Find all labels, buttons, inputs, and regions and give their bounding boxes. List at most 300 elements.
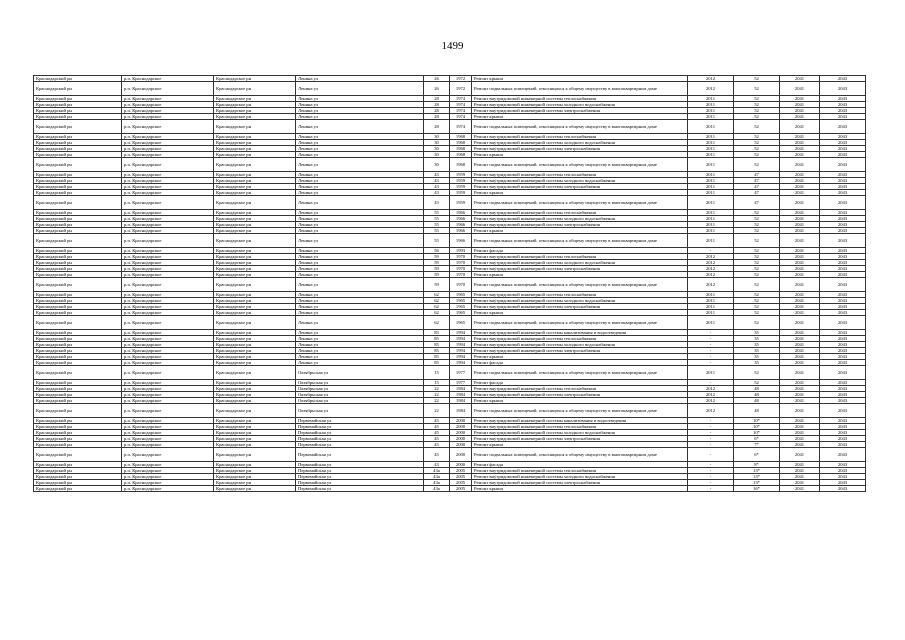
table-cell: Ремонт подвальных помещений, относящихся к общему имуществу в многоквартирном доме	[472, 82, 688, 96]
table-cell: Ремонт внутридомовой инженерной системы электроснабжения	[472, 222, 688, 228]
table-cell: 1966	[450, 210, 472, 216]
table-cell: Краснодарское рн	[214, 480, 296, 486]
table-cell: 2000	[450, 424, 472, 430]
table-cell: 52	[734, 82, 780, 96]
table-cell: -	[688, 354, 734, 360]
table-cell: р.п. Краснодарское	[122, 430, 214, 436]
table-cell: 62	[424, 310, 450, 316]
table-cell: Краснодарское рн	[214, 474, 296, 480]
table-cell: 1966	[450, 234, 472, 248]
table-cell: 2000	[450, 430, 472, 436]
table-cell: Краснодарское рн	[214, 386, 296, 392]
table-cell: -	[688, 474, 734, 480]
table-cell: Краснодарский рн	[34, 248, 122, 254]
table-cell: Ленина ул	[296, 330, 424, 336]
table-cell: р.п. Краснодарское	[122, 76, 214, 82]
table-cell: Первомайская ул	[296, 418, 424, 424]
table-cell: Ленина ул	[296, 108, 424, 114]
table-cell: 35	[734, 354, 780, 360]
table-cell: 35	[734, 336, 780, 342]
table-cell: 2043	[820, 272, 866, 278]
table-cell: 8*	[734, 462, 780, 468]
table-cell: 2041	[780, 216, 820, 222]
table-cell: Краснодарский рн	[34, 190, 122, 196]
table-cell: 2041	[780, 76, 820, 82]
table-cell: 35	[734, 360, 780, 366]
table-cell: Ленина ул	[296, 120, 424, 134]
table-cell: Ремонт крыши	[472, 190, 688, 196]
table-cell: 1965	[450, 304, 472, 310]
table-cell: Краснодарский рн	[34, 392, 122, 398]
table-cell: 1984	[450, 398, 472, 404]
table-cell: Краснодарское рн	[214, 76, 296, 82]
table-cell: 1972	[450, 82, 472, 96]
table-cell: Краснодарский рн	[34, 462, 122, 468]
table-cell: 43	[424, 190, 450, 196]
table-cell: р.п. Краснодарское	[122, 146, 214, 152]
table-cell: 2005	[450, 480, 472, 486]
table-cell: р.п. Краснодарское	[122, 298, 214, 304]
table-cell: Ленина ул	[296, 348, 424, 354]
table-cell: Краснодарское рн	[214, 292, 296, 298]
table-cell: р.п. Краснодарское	[122, 228, 214, 234]
table-cell: 2043	[820, 76, 866, 82]
table-cell: 2043	[820, 184, 866, 190]
table-cell: 2041	[780, 272, 820, 278]
table-cell: р.п. Краснодарское	[122, 248, 214, 254]
table-cell: 1994	[450, 330, 472, 336]
table-cell: 2041	[780, 222, 820, 228]
table-cell: -	[688, 330, 734, 336]
table-cell: Ленина ул	[296, 102, 424, 108]
table-cell: Краснодарское рн	[214, 330, 296, 336]
table-cell: 48	[734, 404, 780, 418]
table-cell: 2041	[780, 184, 820, 190]
table-cell: 2011	[688, 96, 734, 102]
table-cell: -	[688, 348, 734, 354]
table-cell: 2041	[780, 234, 820, 248]
table-cell: 1968	[450, 158, 472, 172]
table-cell: 13*	[734, 480, 780, 486]
table-cell: Октябрьская ул	[296, 380, 424, 386]
table-cell: 43	[424, 184, 450, 190]
table-cell: 2043	[820, 354, 866, 360]
table-cell: Ремонт крыши	[472, 114, 688, 120]
table-cell: Ремонт внутридомовой инженерной системы электроснабжения	[472, 392, 688, 398]
table-cell: Краснодарское рн	[214, 190, 296, 196]
table-cell: 22	[424, 392, 450, 398]
table-cell: Краснодарское рн	[214, 342, 296, 348]
table-cell: 1977	[450, 366, 472, 380]
table-cell: 30	[424, 146, 450, 152]
table-cell: 1966	[450, 228, 472, 234]
table-cell: 1970	[450, 260, 472, 266]
table-cell: Ремонт крыши	[472, 310, 688, 316]
table-cell: Краснодарский рн	[34, 316, 122, 330]
table-cell: 2000	[450, 442, 472, 448]
table-cell: 2043	[820, 392, 866, 398]
table-cell: -	[688, 380, 734, 386]
table-cell: Краснодарский рн	[34, 304, 122, 310]
table-cell: Краснодарский рн	[34, 330, 122, 336]
table-cell: Ремонт подвальных помещений, относящихся к общему имуществу в многоквартирном доме	[472, 278, 688, 292]
table-cell: 2043	[820, 140, 866, 146]
table-cell: Краснодарское рн	[214, 234, 296, 248]
table-cell: 56	[424, 248, 450, 254]
table-cell: Краснодарский рн	[34, 102, 122, 108]
table-cell: 52	[734, 366, 780, 380]
table-cell: Ленина ул	[296, 228, 424, 234]
table-cell: 1968	[450, 140, 472, 146]
table-cell: 52	[734, 292, 780, 298]
table-cell: р.п. Краснодарское	[122, 316, 214, 330]
table-cell: 52	[734, 272, 780, 278]
table-cell: 2041	[780, 248, 820, 254]
table-cell: Краснодарское рн	[214, 196, 296, 210]
table-cell: 2043	[820, 292, 866, 298]
table-cell: Ремонт крыши	[472, 442, 688, 448]
table-cell: -	[688, 430, 734, 436]
table-cell: Ленина ул	[296, 134, 424, 140]
table-cell: Краснодарское рн	[214, 348, 296, 354]
table-cell: 2041	[780, 82, 820, 96]
table-cell: 35	[734, 348, 780, 354]
table-cell: р.п. Краснодарское	[122, 158, 214, 172]
table-cell: Краснодарский рн	[34, 222, 122, 228]
table-cell: 2041	[780, 462, 820, 468]
table-cell: 62	[424, 316, 450, 330]
table-cell: 2011	[688, 222, 734, 228]
table-cell: 52	[734, 254, 780, 260]
table-cell: Ленина ул	[296, 96, 424, 102]
table-cell: 2011	[688, 310, 734, 316]
table-cell: 52	[734, 304, 780, 310]
table-cell: Ленина ул	[296, 360, 424, 366]
table-cell: р.п. Краснодарское	[122, 120, 214, 134]
table-cell: 22	[424, 386, 450, 392]
table-cell: Ремонт внутридомовой инженерной системы холодного водоснабжения	[472, 178, 688, 184]
table-cell: Краснодарский рн	[34, 348, 122, 354]
table-cell: 2043	[820, 82, 866, 96]
table-cell: 22	[424, 404, 450, 418]
table-cell: 59	[424, 272, 450, 278]
table-cell: Ленина ул	[296, 114, 424, 120]
table-cell: 2041	[780, 380, 820, 386]
table-cell: 1993	[450, 248, 472, 254]
table-cell: 2041	[780, 486, 820, 492]
table-cell: Ленина ул	[296, 184, 424, 190]
table-cell: 85	[424, 336, 450, 342]
table-cell: Ремонт фасада	[472, 380, 688, 386]
table-cell: 59	[424, 254, 450, 260]
table-cell: 2041	[780, 468, 820, 474]
table-cell: 1994	[450, 348, 472, 354]
table-cell: Ремонт внутридомовой инженерной системы электроснабжения	[472, 480, 688, 486]
table-cell: 2011	[688, 152, 734, 158]
table-cell: Первомайская ул	[296, 442, 424, 448]
table-cell: -	[688, 480, 734, 486]
table-cell: 1994	[450, 360, 472, 366]
table-cell: 1970	[450, 254, 472, 260]
table-cell: Ремонт внутридомовой инженерной системы холодного водоснабжения	[472, 102, 688, 108]
table-cell: 2011	[688, 210, 734, 216]
table-cell: 52	[734, 380, 780, 386]
table-cell: 2043	[820, 102, 866, 108]
table-cell: Октябрьская ул	[296, 392, 424, 398]
table-cell: 48	[734, 398, 780, 404]
table-cell: Ленина ул	[296, 316, 424, 330]
table-cell: 2012	[688, 386, 734, 392]
table-cell: 52	[734, 114, 780, 120]
table-cell: 62	[424, 292, 450, 298]
table-cell: Краснодарское рн	[214, 120, 296, 134]
table-cell: 2043	[820, 398, 866, 404]
table-cell: Краснодарский рн	[34, 120, 122, 134]
table-cell: -	[688, 360, 734, 366]
table-cell: Краснодарский рн	[34, 76, 122, 82]
table-row	[34, 448, 866, 462]
table-cell: 52	[734, 146, 780, 152]
table-cell: Первомайская ул	[296, 486, 424, 492]
table-cell: 26	[424, 82, 450, 96]
table-cell: 2011	[688, 178, 734, 184]
table-cell: 47	[734, 190, 780, 196]
table-cell: Краснодарский рн	[34, 140, 122, 146]
table-row	[34, 234, 866, 248]
table-cell: 45	[424, 448, 450, 462]
table-cell: Краснодарский рн	[34, 134, 122, 140]
table-cell: 2012	[688, 272, 734, 278]
table-cell: 2043	[820, 190, 866, 196]
table-cell: Краснодарское рн	[214, 354, 296, 360]
table-cell: Краснодарское рн	[214, 158, 296, 172]
table-cell: 2012	[688, 404, 734, 418]
table-row	[34, 82, 866, 96]
table-cell: 2041	[780, 342, 820, 348]
table-cell: Краснодарский рн	[34, 278, 122, 292]
table-cell: 52	[734, 228, 780, 234]
table-cell: Краснодарское рн	[214, 486, 296, 492]
table-cell: 1970	[450, 272, 472, 278]
table-cell: Ремонт подвальных помещений, относящихся к общему имуществу в многоквартирном доме	[472, 404, 688, 418]
table-row	[34, 158, 866, 172]
table-cell: 28	[424, 114, 450, 120]
table-cell: Краснодарское рн	[214, 442, 296, 448]
table-cell: 2011	[688, 190, 734, 196]
table-cell: Краснодарский рн	[34, 442, 122, 448]
table-cell: 43	[424, 196, 450, 210]
table-cell: Ленина ул	[296, 140, 424, 146]
table-cell: Первомайская ул	[296, 424, 424, 430]
table-cell: 85	[424, 342, 450, 348]
table-cell: р.п. Краснодарское	[122, 178, 214, 184]
table-row	[34, 316, 866, 330]
table-cell: 2043	[820, 404, 866, 418]
table-cell: 2041	[780, 298, 820, 304]
table-cell: Ремонт внутридомовой инженерной системы теплоснабжения	[472, 292, 688, 298]
repair-schedule-table	[33, 75, 866, 492]
table-cell: Краснодарский рн	[34, 210, 122, 216]
table-cell: 43	[424, 462, 450, 468]
table-cell: 2043	[820, 108, 866, 114]
table-cell: 2041	[780, 120, 820, 134]
table-cell: 2041	[780, 474, 820, 480]
table-cell: 1966	[450, 222, 472, 228]
table-cell: Ленина ул	[296, 292, 424, 298]
table-cell: 2043	[820, 310, 866, 316]
table-cell: 47	[734, 172, 780, 178]
table-cell: 2043	[820, 304, 866, 310]
page-number: 1499	[441, 40, 464, 52]
table-cell: Краснодарское рн	[214, 216, 296, 222]
table-cell: Краснодарский рн	[34, 152, 122, 158]
table-cell: 62	[424, 304, 450, 310]
table-cell: 52	[734, 278, 780, 292]
table-cell: Краснодарское рн	[214, 304, 296, 310]
table-cell: 1974	[450, 120, 472, 134]
table-cell: Краснодарский рн	[34, 172, 122, 178]
table-cell: Ремонт внутридомовой инженерной системы теплоснабжения	[472, 172, 688, 178]
table-cell: р.п. Краснодарское	[122, 398, 214, 404]
table-cell: 2011	[688, 366, 734, 380]
table-cell: р.п. Краснодарское	[122, 304, 214, 310]
table-cell: 2043	[820, 366, 866, 380]
table-cell: 2041	[780, 196, 820, 210]
table-cell: 2011	[688, 114, 734, 120]
table-cell: 2041	[780, 348, 820, 354]
table-cell: 10*	[734, 424, 780, 430]
table-cell: 1994	[450, 336, 472, 342]
table-cell: Краснодарский рн	[34, 196, 122, 210]
table-cell: 2041	[780, 354, 820, 360]
table-cell: 2043	[820, 178, 866, 184]
table-cell: 35	[734, 342, 780, 348]
table-cell: 2041	[780, 436, 820, 442]
table-cell: -	[688, 336, 734, 342]
table-cell: 1984	[450, 392, 472, 398]
table-cell: 2011	[688, 316, 734, 330]
table-cell: 7*	[734, 442, 780, 448]
table-cell: р.п. Краснодарское	[122, 386, 214, 392]
table-cell: Краснодарское рн	[214, 380, 296, 386]
table-cell: Ремонт внутридомовой инженерной системы электроснабжения	[472, 348, 688, 354]
table-cell: р.п. Краснодарское	[122, 292, 214, 298]
table-cell: р.п. Краснодарское	[122, 418, 214, 424]
table-cell: 2041	[780, 266, 820, 272]
table-cell: р.п. Краснодарское	[122, 336, 214, 342]
table-cell: 85	[424, 348, 450, 354]
table-cell: -	[688, 436, 734, 442]
table-cell: 2012	[688, 266, 734, 272]
table-cell: Ремонт внутридомовой инженерной системы теплоснабжения	[472, 134, 688, 140]
table-cell: Ремонт внутридомовой инженерной системы холодного водоснабжения	[472, 298, 688, 304]
table-cell: Краснодарский рн	[34, 292, 122, 298]
table-cell: Краснодарский рн	[34, 448, 122, 462]
table-cell: 2041	[780, 392, 820, 398]
table-cell: Ленина ул	[296, 278, 424, 292]
table-cell: Краснодарское рн	[214, 360, 296, 366]
table-cell: 2043	[820, 336, 866, 342]
table-cell: 1959	[450, 196, 472, 210]
table-cell: р.п. Краснодарское	[122, 102, 214, 108]
table-cell: Ремонт фасада	[472, 248, 688, 254]
table-cell: 2041	[780, 152, 820, 158]
table-cell: Краснодарское рн	[214, 462, 296, 468]
table-cell: Краснодарское рн	[214, 316, 296, 330]
table-cell: 52	[734, 234, 780, 248]
table-cell: 2041	[780, 146, 820, 152]
table-cell: р.п. Краснодарское	[122, 436, 214, 442]
table-cell: Ремонт подвальных помещений, относящихся к общему имуществу в многоквартирном доме	[472, 196, 688, 210]
table-cell: 52	[734, 108, 780, 114]
table-cell: р.п. Краснодарское	[122, 184, 214, 190]
table-cell: 28	[424, 102, 450, 108]
table-cell: 13*	[734, 468, 780, 474]
table-cell: 2041	[780, 304, 820, 310]
table-row	[34, 278, 866, 292]
table-cell: р.п. Краснодарское	[122, 330, 214, 336]
table-row	[34, 196, 866, 210]
table-cell: 1965	[450, 298, 472, 304]
table-cell: 85	[424, 360, 450, 366]
table-cell: Ремонт внутридомовой инженерной системы холодного водоснабжения	[472, 474, 688, 480]
table-cell: Краснодарское рн	[214, 228, 296, 234]
table-cell: Ленина ул	[296, 172, 424, 178]
table-cell: Краснодарское рн	[214, 222, 296, 228]
table-cell: Краснодарский рн	[34, 360, 122, 366]
table-cell: Октябрьская ул	[296, 398, 424, 404]
table-cell: 1970	[450, 278, 472, 292]
table-cell: 6*	[734, 436, 780, 442]
table-cell: 2012	[688, 82, 734, 96]
table-cell: 1968	[450, 152, 472, 158]
table-cell: Ленина ул	[296, 272, 424, 278]
table-cell: р.п. Краснодарское	[122, 140, 214, 146]
table-cell: Краснодарский рн	[34, 354, 122, 360]
table-cell: 59	[424, 260, 450, 266]
table-cell: 43a	[424, 486, 450, 492]
table-cell: р.п. Краснодарское	[122, 486, 214, 492]
table-cell: 1959	[450, 178, 472, 184]
table-cell: Краснодарское рн	[214, 140, 296, 146]
table-cell: р.п. Краснодарское	[122, 134, 214, 140]
table-cell: р.п. Краснодарское	[122, 254, 214, 260]
table-cell: Ленина ул	[296, 82, 424, 96]
table-cell: 2041	[780, 480, 820, 486]
table-cell: 1966	[450, 216, 472, 222]
table-cell: Ремонт внутридомовой инженерной системы холодного водоснабжения	[472, 342, 688, 348]
table-cell: Краснодарский рн	[34, 82, 122, 96]
table-cell: 2043	[820, 348, 866, 354]
table-cell: р.п. Краснодарское	[122, 278, 214, 292]
table-cell: Краснодарское рн	[214, 184, 296, 190]
table-cell: 55	[424, 210, 450, 216]
table-cell: 52	[734, 102, 780, 108]
table-cell: 59	[424, 278, 450, 292]
table-cell: 1965	[450, 292, 472, 298]
table-cell: 15	[424, 380, 450, 386]
table-cell: Ремонт крыши	[472, 354, 688, 360]
table-cell: р.п. Краснодарское	[122, 348, 214, 354]
table-cell: 2043	[820, 360, 866, 366]
table-cell: р.п. Краснодарское	[122, 424, 214, 430]
table-cell: 1959	[450, 184, 472, 190]
table-cell: Ремонт внутридомовой инженерной системы теплоснабжения	[472, 254, 688, 260]
table-cell: р.п. Краснодарское	[122, 172, 214, 178]
table-cell: Ремонт внутридомовой инженерной системы холодного водоснабжения	[472, 260, 688, 266]
table-cell: 1974	[450, 114, 472, 120]
table-cell: Ремонт внутридомовой инженерной системы теплоснабжения	[472, 424, 688, 430]
